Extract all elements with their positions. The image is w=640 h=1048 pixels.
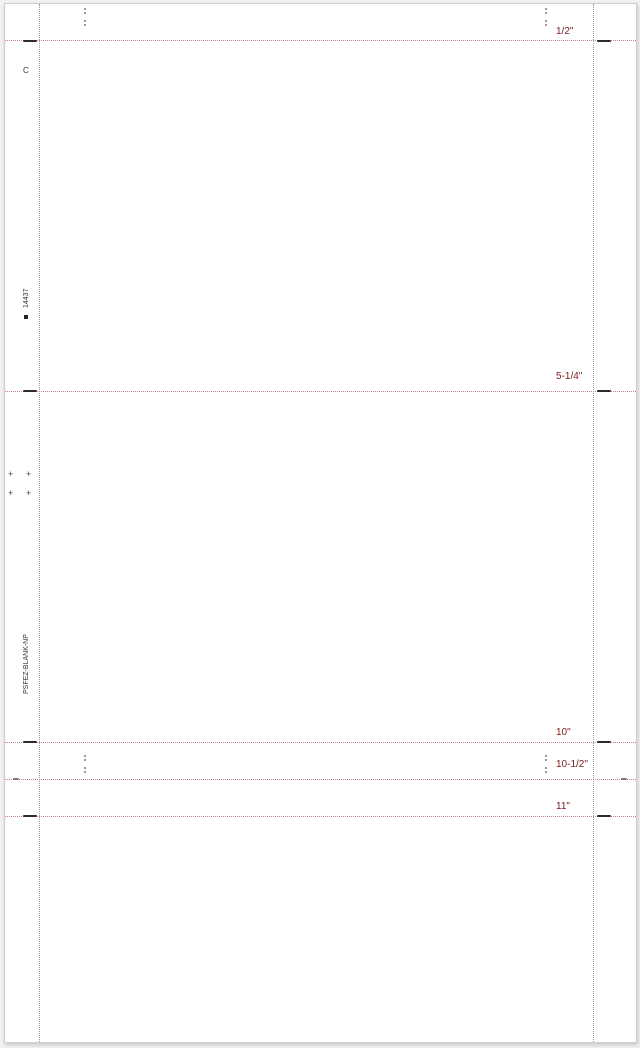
perforation-label: 10-1/2" [556, 759, 588, 770]
right-tick-mark [621, 778, 627, 780]
perforation-dash-mark [545, 20, 547, 27]
left-tick-mark [23, 741, 37, 743]
perforation-dash-mark [545, 767, 547, 774]
perforation-line-10 [5, 742, 636, 743]
perforation-label: 1/2" [556, 26, 574, 37]
right-tick-mark [597, 741, 611, 743]
left-tick-mark [23, 40, 37, 42]
form-number: 14437 [23, 288, 30, 308]
registration-cross-icon: + [26, 488, 32, 498]
perforation-line-11 [5, 816, 636, 817]
registration-cross-icon: + [8, 469, 14, 479]
perforation-dash-mark [84, 8, 86, 15]
registration-square-icon [24, 315, 28, 319]
registration-cross-icon: + [8, 488, 14, 498]
right-tick-mark [597, 390, 611, 392]
perforation-line-1-2 [5, 40, 636, 41]
perforation-dash-mark [545, 8, 547, 15]
right-tick-mark [597, 815, 611, 817]
perforation-dash-mark [84, 767, 86, 774]
left-tick-mark [13, 778, 19, 780]
form-code-letter: C [23, 66, 29, 75]
left-pinfeed-perforation [39, 4, 40, 1042]
perforation-line-10-1-2 [5, 779, 636, 780]
blank-form-sheet [4, 3, 637, 1043]
right-pinfeed-perforation [593, 4, 594, 1042]
perforation-dash-mark [84, 20, 86, 27]
perforation-label: 10" [556, 727, 571, 738]
perforation-label: 5-1/4" [556, 371, 583, 382]
perforation-dash-mark [84, 755, 86, 762]
perforation-dash-mark [545, 755, 547, 762]
perforation-line-5-1-4 [5, 391, 636, 392]
perforation-label: 11" [556, 801, 570, 812]
registration-cross-icon: + [26, 469, 32, 479]
right-tick-mark [597, 40, 611, 42]
left-tick-mark [23, 815, 37, 817]
form-id: PSFEZ-BLANK-NP [23, 634, 30, 694]
left-tick-mark [23, 390, 37, 392]
